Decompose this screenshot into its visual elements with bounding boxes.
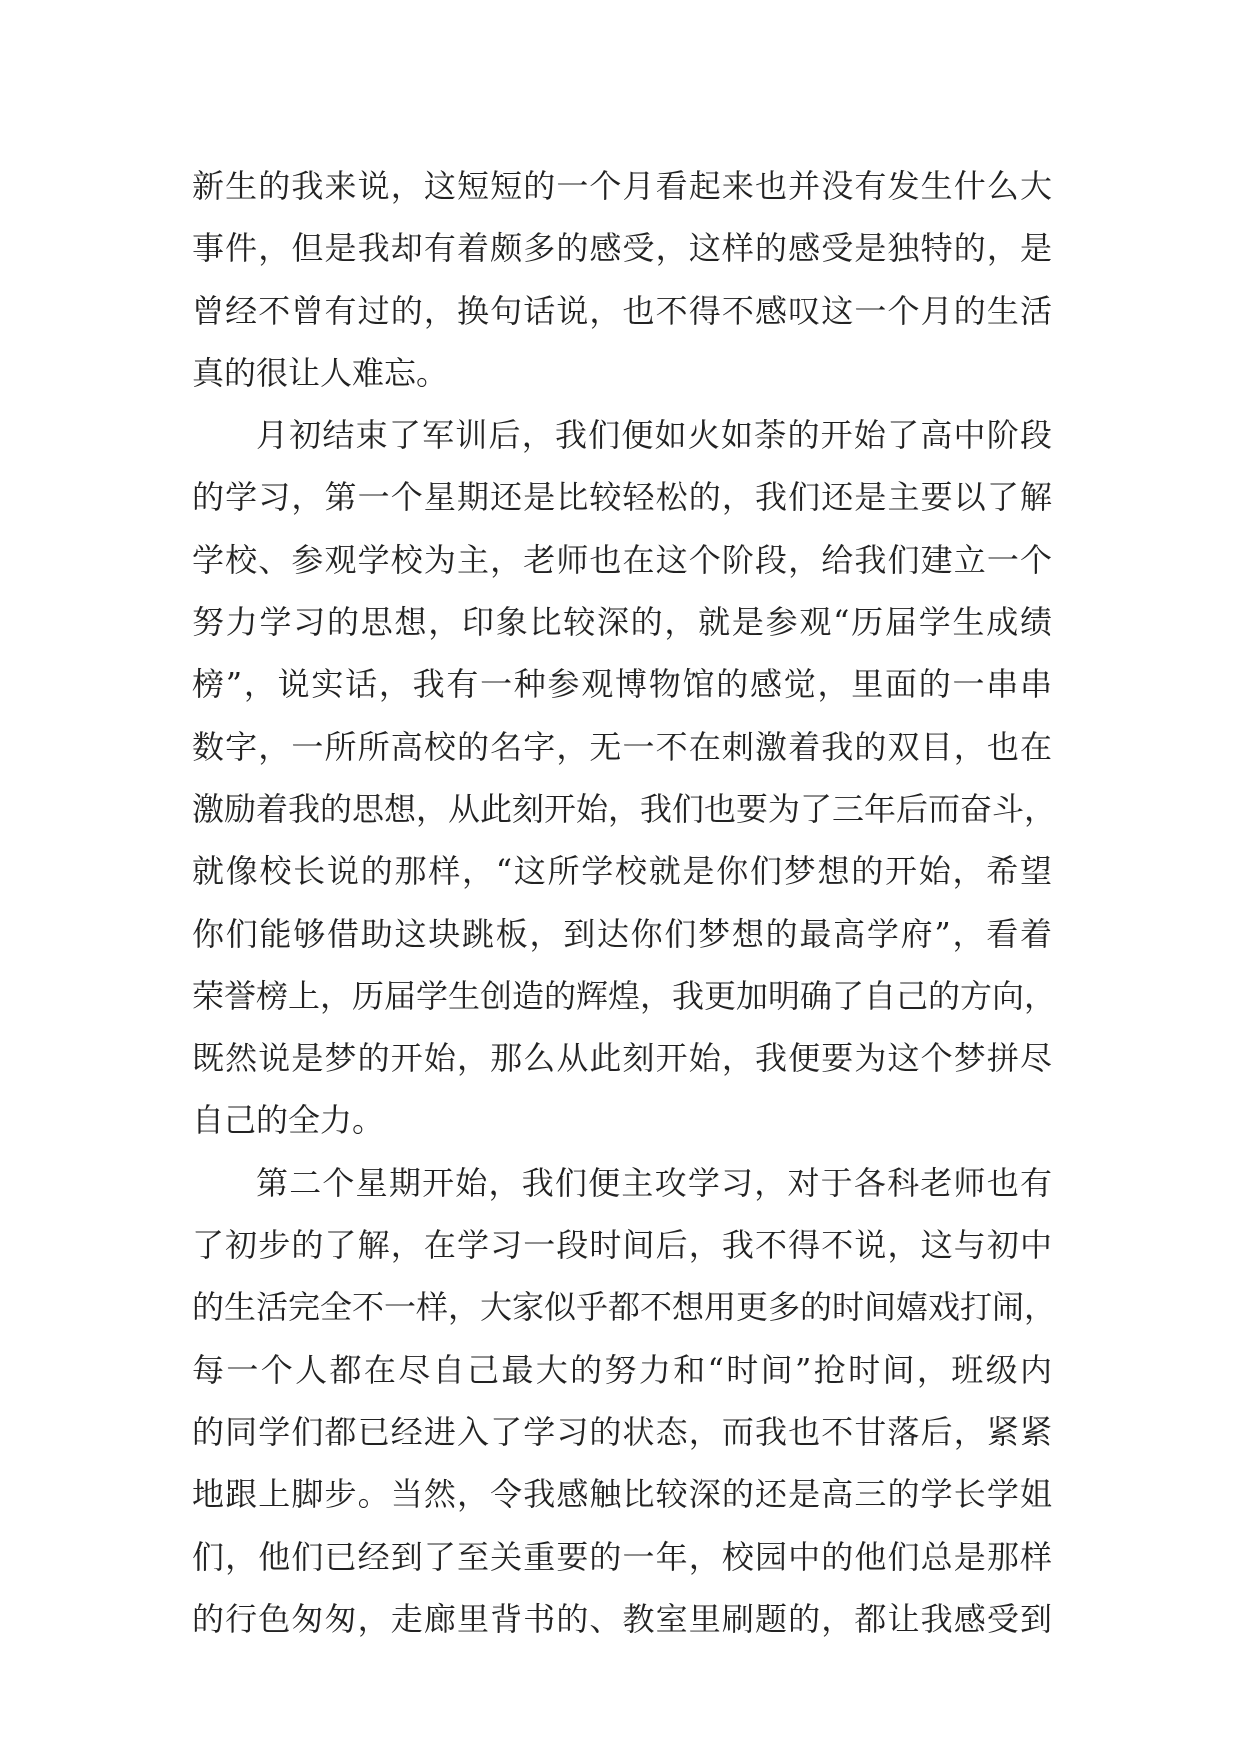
text-line: 真的很让人难忘。: [192, 353, 449, 392]
text-line: 自己的全力。: [192, 1101, 385, 1140]
text-line: 新生的我来说，这短短的一个月看起来也并没有发生什么大: [192, 167, 1052, 205]
text-line: 的生活完全不一样，大家似乎都不想用更多的时间嬉戏打闹，: [192, 1288, 1057, 1327]
text-line: 事件，但是我却有着颇多的感受，这样的感受是独特的，是: [192, 229, 1052, 268]
text-line: 的同学们都已经进入了学习的状态，而我也不甘落后，紧紧: [192, 1412, 1052, 1451]
text-line: 数字，一所所高校的名字，无一不在刺激着我的双目，也在: [192, 727, 1052, 766]
text-line: 第二个星期开始，我们便主攻学习，对于各科老师也有: [256, 1163, 1052, 1202]
text-line: 榜”，说实话，我有一种参观博物馆的感觉，里面的一串串: [192, 665, 1052, 704]
text-line: 努力学习的思想，印象比较深的，就是参观“历届学生成绩: [192, 603, 1052, 642]
paragraph-3: [192, 1152, 1057, 1650]
text-line: 既然说是梦的开始，那么从此刻开始，我便要为这个梦拼尽: [192, 1039, 1052, 1078]
text-line: 们，他们已经到了至关重要的一年，校园中的他们总是那样: [192, 1537, 1052, 1576]
text-line: 就像校长说的那样，“这所学校就是你们梦想的开始，希望: [192, 852, 1052, 891]
body-text: [192, 155, 1057, 1650]
text-line: 的学习，第一个星期还是比较轻松的，我们还是主要以了解: [192, 478, 1052, 517]
text-line: 月初结束了军训后，我们便如火如荼的开始了高中阶段: [256, 416, 1052, 455]
text-line: 每一个人都在尽自己最大的努力和“时间”抢时间，班级内: [192, 1350, 1052, 1389]
text-line: 地跟上脚步。当然，令我感触比较深的还是高三的学长学姐: [192, 1475, 1052, 1514]
text-line: 荣誉榜上，历届学生创造的辉煌，我更加明确了自己的方向，: [192, 976, 1057, 1015]
paragraph-2: [192, 404, 1057, 1152]
text-line: 的行色匆匆，走廊里背书的、教室里刷题的，都让我感受到: [192, 1599, 1052, 1638]
text-line: 你们能够借助这块跳板，到达你们梦想的最高学府”，看着: [192, 914, 1052, 953]
text-line: 了初步的了解，在学习一段时间后，我不得不说，这与初中: [192, 1226, 1052, 1265]
text-line: 学校、参观学校为主，老师也在这个阶段，给我们建立一个: [192, 540, 1052, 579]
paragraph-1: [192, 155, 1052, 404]
text-line: 曾经不曾有过的，换句话说，也不得不感叹这一个月的生活: [192, 291, 1052, 330]
text-line: 激励着我的思想，从此刻开始，我们也要为了三年后而奋斗，: [192, 789, 1057, 828]
